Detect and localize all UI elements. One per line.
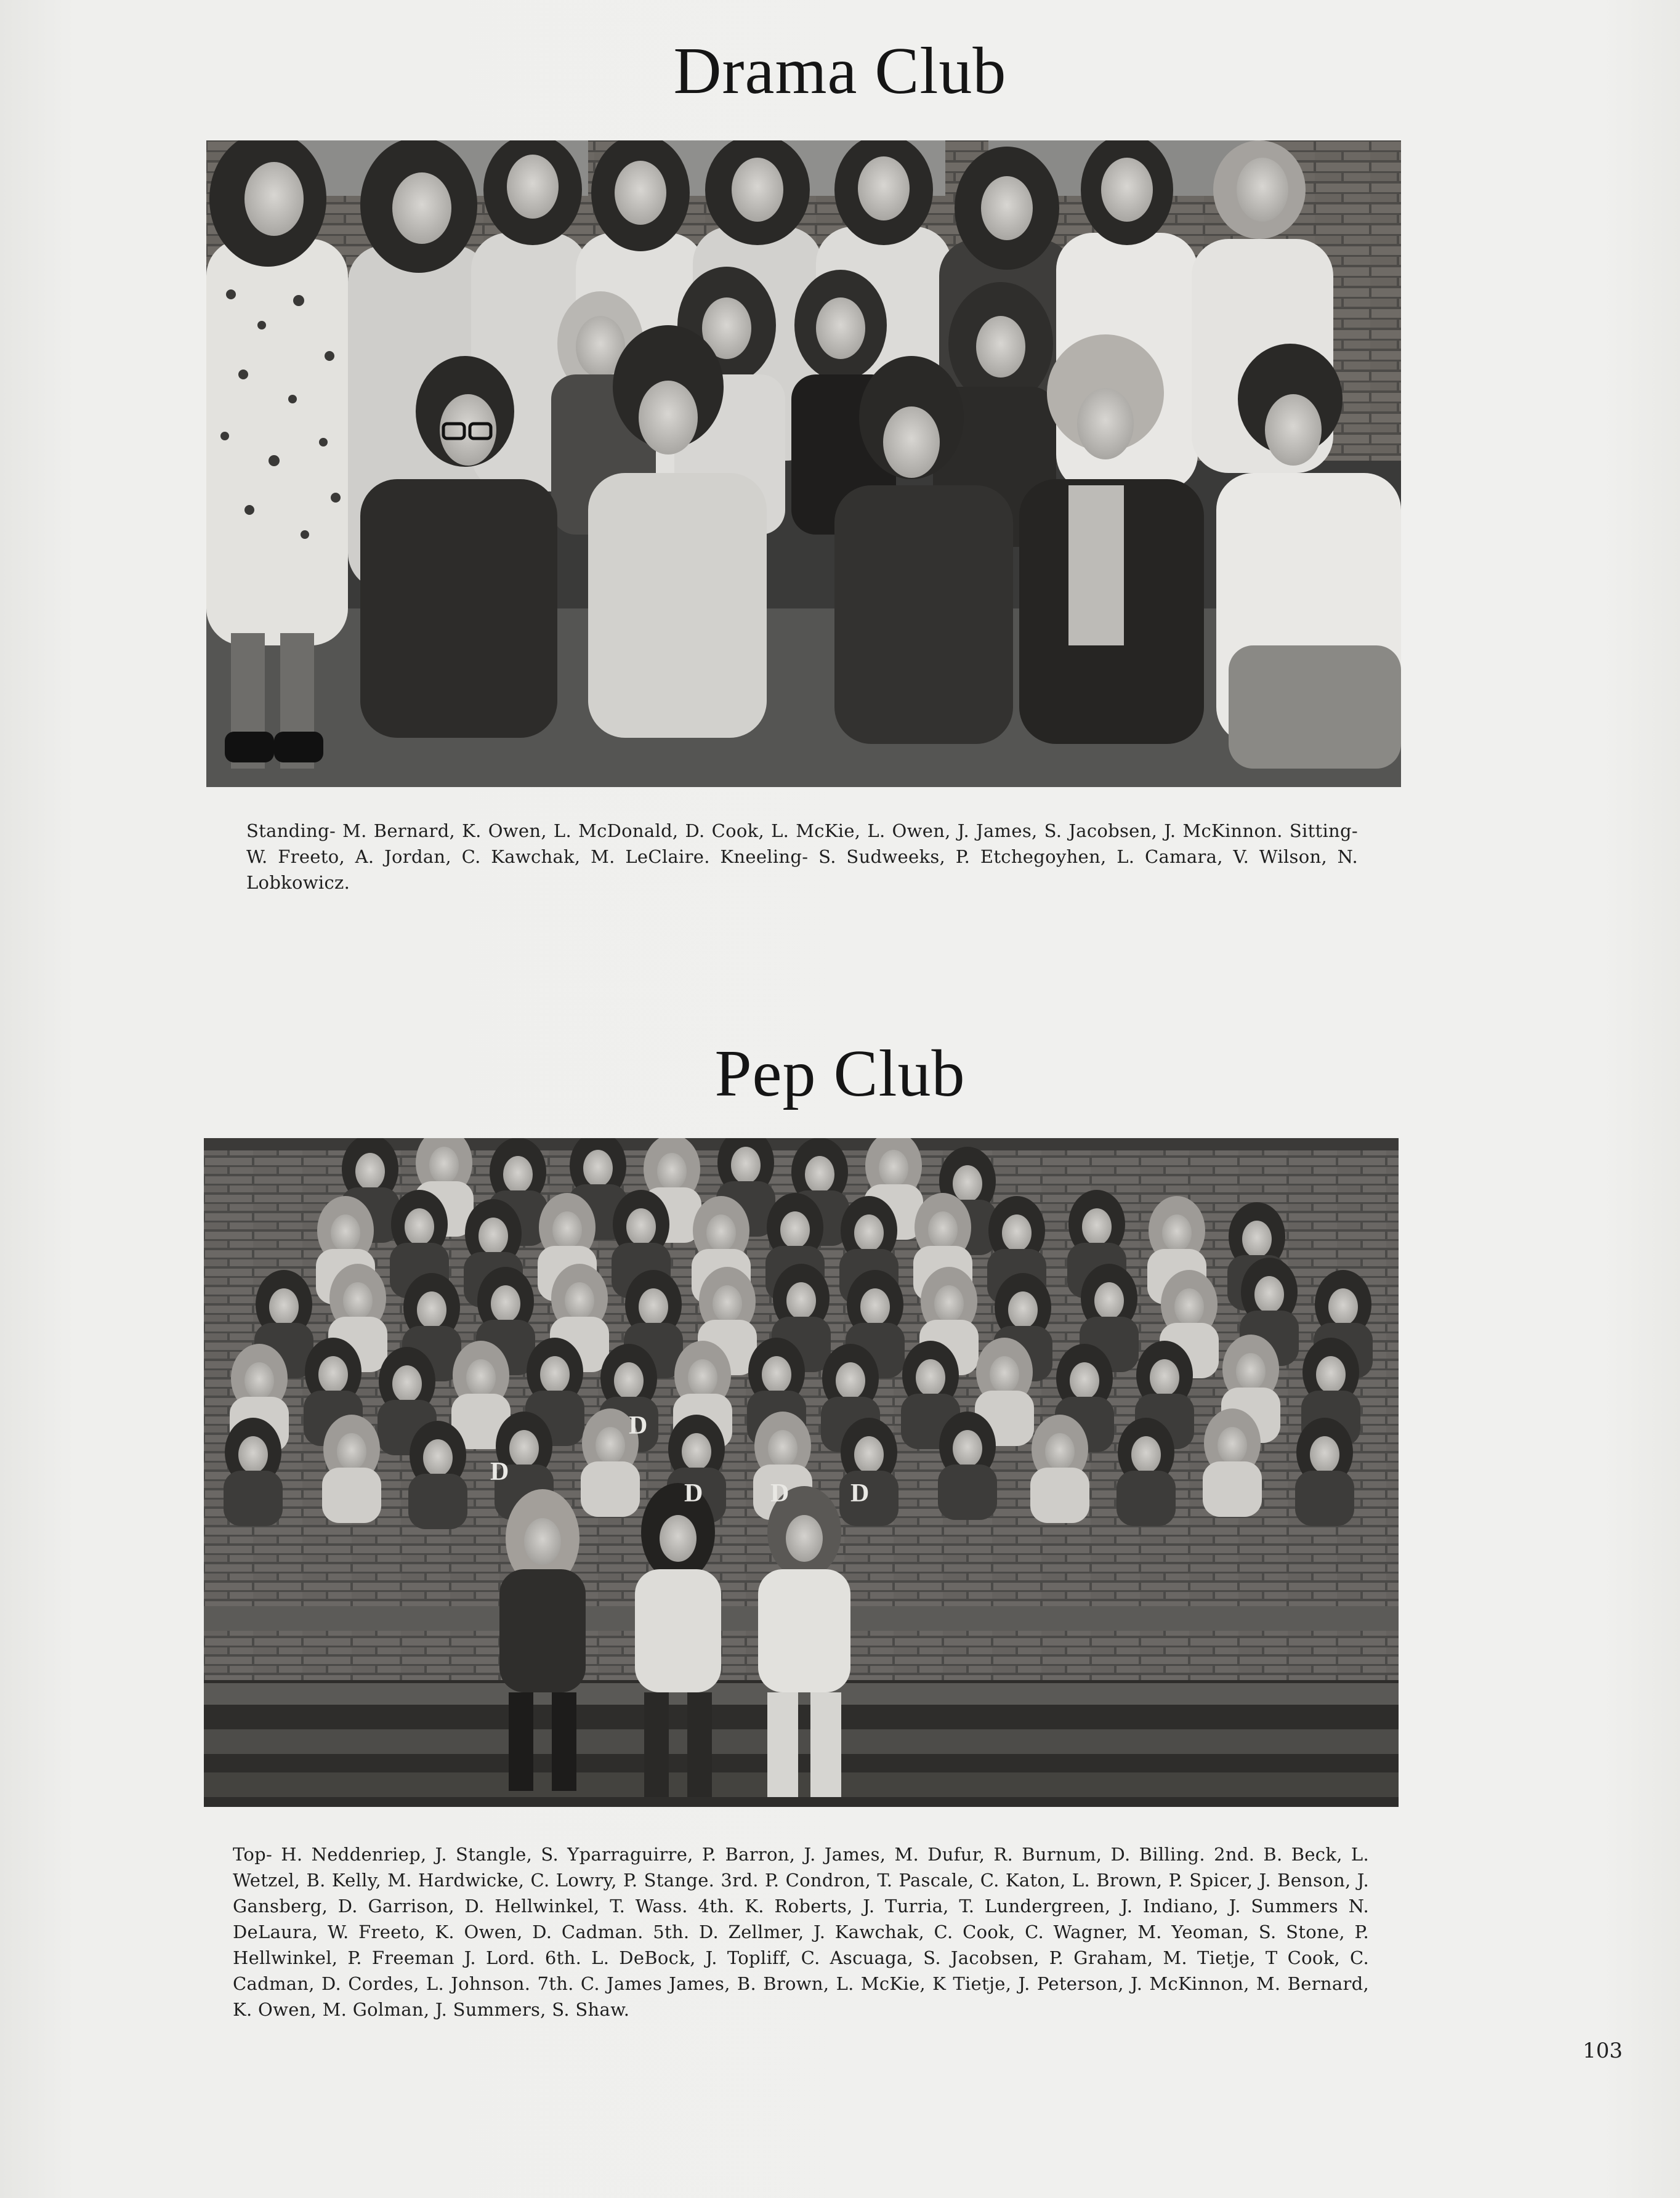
drama-club-photo [206, 140, 1401, 787]
svg-text:D: D [770, 1479, 790, 1508]
svg-text:D: D [629, 1412, 648, 1440]
page-number: 103 [1583, 2038, 1623, 2063]
pep-club-photo [204, 1138, 1399, 1807]
pep-club-title: Pep Club [714, 1037, 966, 1110]
svg-text:D: D [850, 1479, 870, 1508]
drama-club-title: Drama Club [673, 34, 1007, 108]
drama-club-caption: Standing- M. Bernard, K. Owen, L. McDonald, D. Cook, L. McKie, L. Owen, J. James, S. Jacobsen, J. McKinnon. Sitting- W. Freeto, A. Jordan, C. Kawchak, M. LeClaire. Kneeling- S. Sudweeks, P. Etchegoyhen, L. Camara, V. Wilson, N. Lobkowicz. [246, 820, 1358, 893]
svg-text:D: D [490, 1458, 509, 1486]
pep-club-caption: Top- H. Neddenriep, J. Stangle, S. Yparraguirre, P. Barron, J. James, M. Dufur, R. Burnum, D. Billing. 2nd. B. Beck, L. Wetzel, B. Kelly, M. Hardwicke, C. Lowry, P. Stange. 3rd. P. Condron, T. Pascale, C. Katon, L. Brown, P. Spicer, J. Benson, J. Gansberg, D. Garrison, D. Hellwinkel, T. Wass. 4th. K. Roberts, J. Turria, T. Lundergreen, J. Indiano, J. Summers N. DeLaura, W. Freeto, K. Owen, D. Cadman. 5th. D. Zellmer, J. Kawchak, C. Cook, C. Wagner, M. Yeoman, S. Stone, P. Hellwinkel, P. Freeman J. Lord. 6th. L. DeBock, J. Topliff, C. Ascuaga, S. Jacobsen, P. Graham, M. Tietje, T Cook, C. Cadman, D. Cordes, L. Johnson. 7th. C. James James, B. Brown, L. McKie, K Tietje, J. Peterson, J. McKinnon, M. Bernard, K. Owen, M. Golman, J. Summers, S. Shaw. [233, 1844, 1369, 2020]
svg-text:D: D [684, 1479, 703, 1508]
